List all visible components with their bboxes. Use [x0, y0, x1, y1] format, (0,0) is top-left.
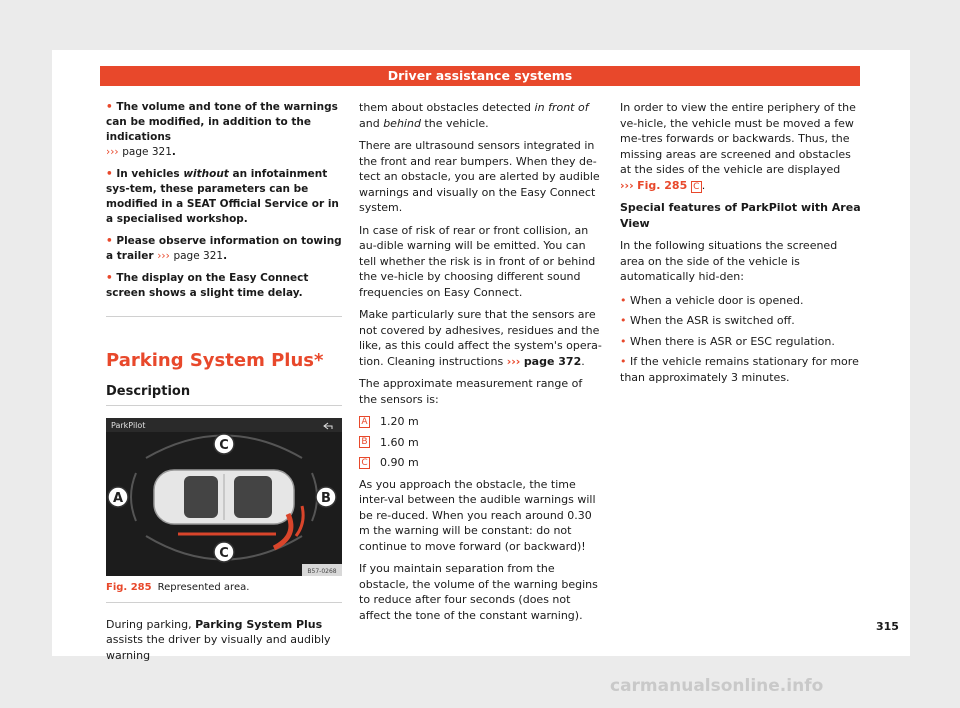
page-number: 315 [876, 620, 899, 633]
list-item: • When a vehicle door is opened. [620, 293, 804, 307]
figure-link[interactable]: Fig. 285 [637, 178, 688, 192]
body-text: The approximate measurement range of the sensors is: [359, 377, 583, 406]
section-heading: Special features of ParkPilot with Area View [620, 201, 861, 230]
chapter-header: Driver assistance systems [100, 66, 860, 86]
note-box [106, 100, 342, 317]
label-b: B [321, 491, 331, 506]
range-item: B 1.60 m [359, 435, 603, 451]
page-link[interactable]: page 321 [122, 146, 172, 158]
figure-caption: Fig. 285 Represented area. [106, 576, 342, 603]
body-text: In the following situations the screened area on the side of the vehicle is automatically hid-den: [620, 239, 838, 283]
subsection-title: Description [106, 384, 342, 407]
body-text: them about obstacles detected in front of and behind the vehicle. [359, 101, 589, 130]
label-a: A [112, 491, 124, 506]
list-item: • If the vehicle remains stationary for more than approximately 3 minutes. [620, 355, 859, 384]
screen-title: ParkPilot [111, 421, 146, 430]
label-c-bottom: C [219, 546, 229, 561]
watermark: carmanualsonline.info [610, 676, 824, 696]
note-item: • Please observe information on towing a trailer ››› page 321. [106, 235, 342, 262]
note-item: • In vehicles without an infotainment sys-tem, these parameters can be modified in a SEAT Official Service or in a specialised workshop. [106, 168, 339, 225]
label-c-top: C [219, 438, 229, 453]
body-text: If you maintain separation from the obstacle, the volume of the warning begins to reduce after four seconds (does not affect the tone of the constant warning). [359, 562, 598, 622]
figure-code: B57-0268 [307, 568, 337, 575]
page-link[interactable]: page 321 [173, 250, 224, 262]
situation-list [620, 293, 864, 386]
list-item: • When the ASR is switched off. [620, 314, 795, 327]
body-text: As you approach the obstacle, the time inter-val between the audible warnings will be re-duced. When you reach around 0.30 m the warning will be constant: do not continue to move forward (or backward)! [359, 477, 596, 553]
section-title: Parking System Plus* [106, 350, 324, 371]
body-text: Make particularly sure that the sensors are not covered by adhesives, residues and the like, as this could affect the system's opera-tion. Cleaning instructions ››› page 372. [359, 308, 602, 368]
parkpilot-figure [106, 418, 342, 576]
note-item: • The display on the Easy Connect screen shows a slight time delay. [106, 272, 309, 299]
page-link[interactable]: page 372 [523, 354, 582, 368]
range-item: C 0.90 m [359, 455, 603, 471]
column-middle [359, 100, 603, 630]
body-text: There are ultrasound sensors integrated in the front and rear bumpers. When they de-tect an obstacle, you are alerted by audible warnings and visually on the Easy Connect system. [359, 139, 600, 214]
body-text: In case of risk of rear or front collision, an au-dible warning will be emitted. You can tell whether the risk is in front of or behind the ve-hicle by choosing different sound frequencies on Easy Connect. [359, 223, 596, 299]
parkpilot-illustration [106, 418, 342, 576]
list-item: • When there is ASR or ESC regulation. [620, 334, 835, 348]
column-left [106, 100, 342, 670]
body-text: In order to view the entire periphery of the ve-hicle, the vehicle must be moved a few me-tres forwards or backwards. Thus, the missing areas are screened and obstacles at the sides of the vehicle are displayed ››› Fig. 285 C . [620, 101, 856, 192]
range-item: A 1.20 m [359, 414, 603, 430]
body-text: During parking, Parking System Plus assists the driver by visually and audibly warning [106, 617, 331, 662]
note-item: • The volume and tone of the warnings can be modified, in addition to the indications ››› page 321. [106, 101, 338, 158]
column-right [620, 100, 864, 390]
